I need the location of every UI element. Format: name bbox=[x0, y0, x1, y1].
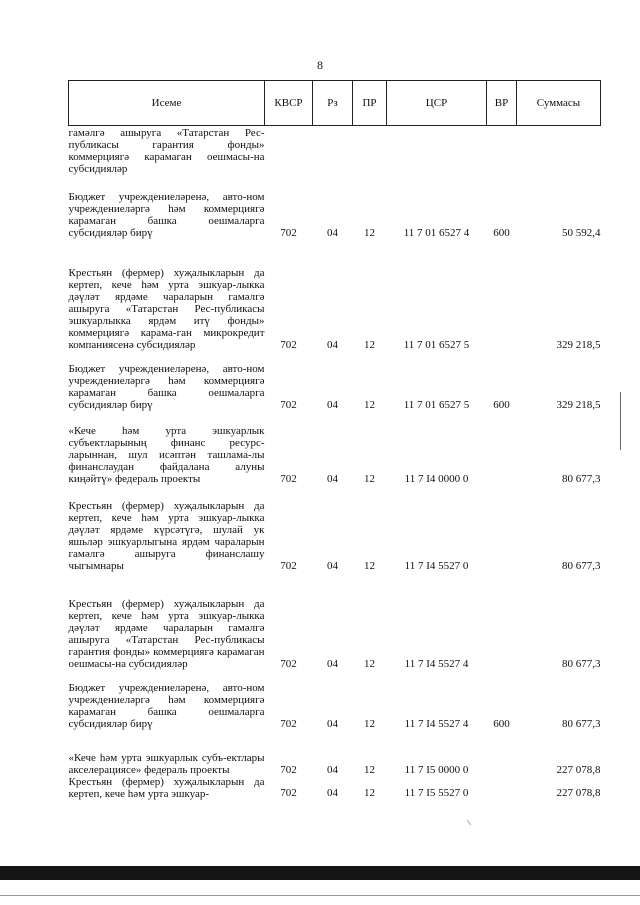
header-pr: ПР bbox=[353, 81, 387, 126]
page-number: 8 bbox=[317, 58, 323, 72]
row-vr bbox=[487, 485, 517, 572]
row-sum: 329 218,5 bbox=[556, 338, 601, 351]
row-csr: 11 7 I5 5527 0 bbox=[404, 786, 469, 799]
row-vr: 600 bbox=[493, 717, 510, 730]
row-kvsr: 702 bbox=[280, 338, 297, 351]
row-rz: 04 bbox=[327, 226, 338, 239]
row-pr: 12 bbox=[364, 398, 375, 411]
row-rz: 04 bbox=[327, 717, 338, 730]
table-row bbox=[69, 126, 601, 178]
row-rz: 04 bbox=[327, 338, 338, 351]
row-csr: 11 7 01 6527 5 bbox=[403, 338, 470, 351]
row-name: Крестьян (фермер) хуҗалыкларын да кертеп, кече һәм урта эшкуар-лыкка дәүләт ярдәме күрсәтүгә, шулай ук яшьләр эшкуарлыгына ярдәм чараларын гамәлгә ашыруга финанслашу чыгымнары bbox=[68, 499, 265, 572]
row-rz: 04 bbox=[327, 398, 338, 411]
row-kvsr: 702 bbox=[280, 717, 297, 730]
row-sum: 80 677,3 bbox=[562, 657, 601, 670]
header-kvsr: КВСР bbox=[265, 81, 313, 126]
row-sum bbox=[517, 126, 601, 178]
row-sum: 80 677,3 bbox=[562, 559, 601, 572]
row-rz: 04 bbox=[327, 559, 338, 572]
header-sum: Суммасы bbox=[517, 81, 601, 126]
table-row bbox=[69, 411, 601, 485]
row-pr: 12 bbox=[364, 786, 375, 799]
row-pr bbox=[353, 126, 387, 178]
row-rz: 04 bbox=[327, 763, 338, 776]
row-kvsr: 702 bbox=[280, 398, 297, 411]
row-pr: 12 bbox=[364, 717, 375, 730]
row-vr: 600 bbox=[493, 398, 510, 411]
row-csr: 11 7 I4 5527 0 bbox=[404, 559, 469, 572]
row-csr: 11 7 I5 0000 0 bbox=[404, 763, 469, 776]
row-name: «Кече һәм урта эшкуарлык субъектларының финанс ресурс-ларыннан, шул исәптән ташлама-лы финанслаудан файдалана алуны киңәйтү» федераль проекты bbox=[68, 424, 265, 485]
table-row bbox=[69, 670, 601, 730]
row-sum: 50 592,4 bbox=[562, 226, 601, 239]
row-pr: 12 bbox=[364, 472, 375, 485]
row-pr: 12 bbox=[364, 559, 375, 572]
row-csr: 11 7 01 6527 4 bbox=[403, 226, 470, 239]
row-sum: 227 078,8 bbox=[556, 786, 601, 799]
row-csr: 11 7 I4 5527 4 bbox=[404, 657, 469, 670]
table-row bbox=[69, 776, 601, 808]
row-rz bbox=[313, 126, 353, 178]
row-csr: 11 7 I4 5527 4 bbox=[404, 717, 469, 730]
row-sum: 227 078,8 bbox=[556, 763, 601, 776]
table-row bbox=[69, 572, 601, 670]
row-rz: 04 bbox=[327, 786, 338, 799]
table-row bbox=[69, 730, 601, 776]
row-pr: 12 bbox=[364, 226, 375, 239]
row-csr bbox=[387, 126, 487, 178]
row-name: Бюджет учреждениеләренә, авто-ном учреждениеләргә һәм коммерциягә карамаган башка оешмаларга субсидияләр бирү bbox=[68, 362, 265, 411]
table-row bbox=[69, 485, 601, 572]
header-name: Исеме bbox=[69, 81, 265, 126]
row-kvsr: 702 bbox=[280, 763, 297, 776]
table-row bbox=[69, 239, 601, 351]
row-kvsr: 702 bbox=[280, 786, 297, 799]
row-sum: 80 677,3 bbox=[562, 717, 601, 730]
row-csr: 11 7 01 6527 5 bbox=[403, 398, 470, 411]
row-vr bbox=[487, 572, 517, 670]
row-name: Крестьян (фермер) хуҗалыкларын да кертеп, кече һәм урта эшкуар- bbox=[68, 775, 265, 800]
row-vr: 600 bbox=[493, 226, 510, 239]
row-vr bbox=[487, 730, 517, 776]
row-kvsr: 702 bbox=[280, 657, 297, 670]
scan-edge-line bbox=[620, 392, 621, 450]
row-kvsr: 702 bbox=[280, 472, 297, 485]
header-rz: Рз bbox=[313, 81, 353, 126]
table-row bbox=[69, 178, 601, 239]
row-kvsr bbox=[265, 126, 313, 178]
row-rz: 04 bbox=[327, 657, 338, 670]
row-rz: 04 bbox=[327, 472, 338, 485]
header-vr: ВР bbox=[487, 81, 517, 126]
row-sum: 80 677,3 bbox=[562, 472, 601, 485]
row-name: Бюджет учреждениеләренә, авто-ном учреждениеләргә һәм коммерциягә карамаган башка оешмаларга субсидияләр бирү bbox=[68, 190, 265, 239]
scan-mark bbox=[467, 820, 471, 825]
row-sum: 329 218,5 bbox=[556, 398, 601, 411]
row-name: Крестьян (фермер) хуҗалыкларын да кертеп, кече һәм урта эшкуар-лыкка дәүләт ярдәме чараларын гамәлгә ашыруга «Татарстан Рес-публикасы эшкуарлыкка ярдәм итү фонды» коммерциягә карама-ган микрокредит компаниясенә субсидияләр bbox=[68, 266, 265, 351]
row-kvsr: 702 bbox=[280, 559, 297, 572]
row-kvsr: 702 bbox=[280, 226, 297, 239]
row-name: гамәлгә ашыруга «Татарстан Рес-публикасы гарантия фонды» коммерциягә карамаган оешмасы-на субсидияләр bbox=[68, 127, 265, 175]
budget-table bbox=[68, 80, 601, 808]
table-row bbox=[69, 351, 601, 411]
row-vr bbox=[487, 239, 517, 351]
row-pr: 12 bbox=[364, 763, 375, 776]
header-csr: ЦСР bbox=[387, 81, 487, 126]
scan-footer-bar bbox=[0, 866, 640, 880]
row-name: Крестьян (фермер) хуҗалыкларын да кертеп, кече һәм урта эшкуар-лыкка дәүләт ярдәме чараларын гамәлгә ашыруга «Татарстан Рес-публикасы гарантия фонды» коммерциягә карамаган оешмасы-на субсидияләр bbox=[68, 597, 265, 670]
row-vr bbox=[487, 126, 517, 178]
table-header bbox=[69, 81, 601, 126]
row-pr: 12 bbox=[364, 338, 375, 351]
row-name: Бюджет учреждениеләренә, авто-ном учреждениеләргә һәм коммерциягә карамаган башка оешмаларга субсидияләр бирү bbox=[68, 681, 265, 730]
row-csr: 11 7 I4 0000 0 bbox=[404, 472, 469, 485]
row-pr: 12 bbox=[364, 657, 375, 670]
row-name: «Кече һәм урта эшкуарлык субъ-ектлары акселерациясе» федераль проекты bbox=[68, 751, 265, 776]
row-vr bbox=[487, 776, 517, 808]
row-vr bbox=[487, 411, 517, 485]
scan-footer-line bbox=[0, 895, 640, 896]
